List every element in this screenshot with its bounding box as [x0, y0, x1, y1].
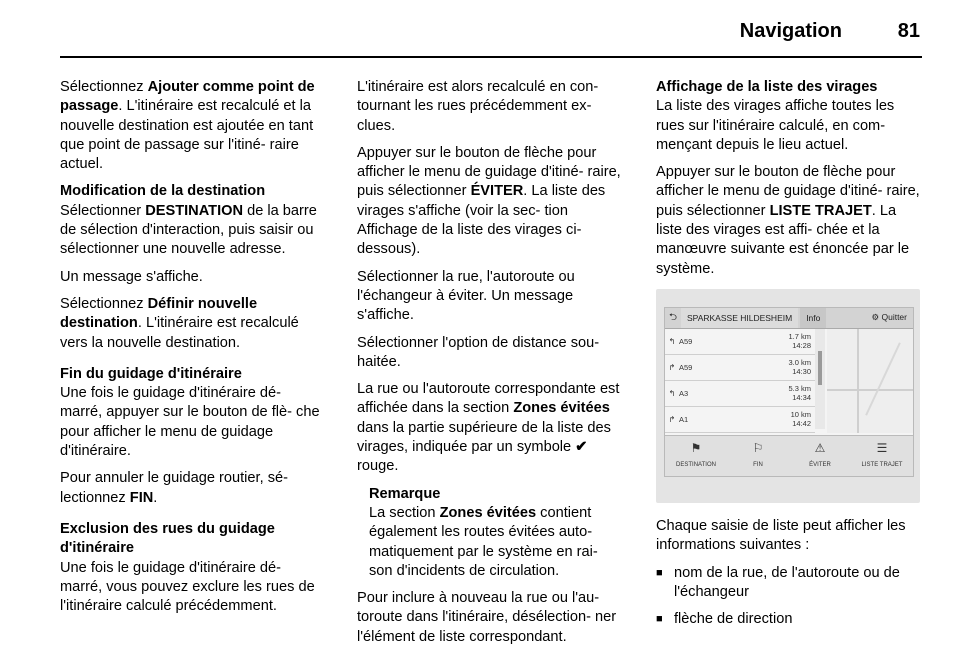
screen: [664, 307, 914, 477]
distance: 3.0 km: [788, 358, 811, 368]
turn-arrow-icon: ↱: [668, 362, 676, 372]
bold-term: Zones évitées: [439, 504, 537, 521]
paragraph: [357, 380, 625, 476]
road-name: A59: [679, 362, 693, 372]
route-list-button[interactable]: [851, 436, 913, 476]
text: La rue ou l'autoroute correspondante est affichée dans la section: [357, 381, 620, 417]
text: de la barre de sélection d'interaction, puis saisir ou sélectionner une nouvelle adresse.: [60, 202, 317, 258]
note-box: [369, 485, 625, 581]
distance-time: [788, 384, 815, 402]
turn-list-screenshot: [656, 289, 920, 503]
list-item[interactable]: [665, 407, 815, 433]
checkmark-icon: ✔: [575, 439, 588, 456]
turn-arrow-icon: ↰: [668, 336, 676, 346]
paragraph: Une fois le guidage d'itinéraire dé‐ marré, appuyer sur le bouton de flè‐ che pour afficher le menu de guidage d'itinéraire.: [60, 385, 320, 460]
turn-list: [665, 329, 815, 433]
text: Sélectionnez: [60, 79, 148, 95]
distance: 5.3 km: [788, 384, 811, 394]
screen-toolbar: [665, 308, 913, 329]
time: 14:30: [792, 367, 811, 377]
note-title: Remarque: [369, 485, 441, 502]
destination-button[interactable]: [665, 436, 727, 476]
button-label: FIN: [753, 461, 763, 468]
distance-time: [788, 332, 815, 350]
end-button[interactable]: [727, 436, 789, 476]
distance: 10 km: [790, 410, 811, 420]
bold-term: Zones évitées: [513, 400, 610, 417]
map-road: [827, 389, 913, 391]
flag-icon: ⚑: [690, 440, 702, 455]
distance-time: [791, 410, 815, 428]
section-heading: Modification de la destination: [60, 183, 266, 200]
text: dans la partie supérieure de la liste des virages, indiquée par un symbole: [357, 419, 611, 456]
text: La section: [369, 504, 440, 521]
map-preview: [827, 329, 913, 433]
paragraph: La liste des virages affiche toutes les rues sur l'itinéraire calculé, en com‐ mençant depuis le lieu actuel.: [656, 98, 895, 153]
interaction-bar: [665, 435, 913, 476]
page-header: [0, 0, 960, 56]
text: Sélectionner: [60, 202, 146, 219]
bold-term: ÉVITER: [470, 183, 524, 200]
bullet-list: [656, 564, 924, 630]
scrollbar-thumb[interactable]: [818, 351, 822, 385]
text: rouge.: [357, 458, 399, 475]
quit-button[interactable]: [872, 308, 914, 327]
paragraph: L'itinéraire est alors recalculé en con‐ tournant les rues précédemment ex‐ clues.: [357, 79, 599, 134]
header-rule: [60, 56, 922, 58]
text: Pour annuler le guidage routier, sé‐ lectionnez: [60, 470, 288, 506]
warning-icon: ⚠: [814, 440, 826, 455]
bold-term: LISTE TRAJET: [769, 202, 872, 219]
bold-term: DESTINATION: [145, 202, 244, 219]
paragraph: Une fois le guidage d'itinéraire dé‐ marré, vous pouvez exclure les rues de l'itinéraire calculé précédemment.: [60, 559, 315, 615]
column-2: [357, 78, 625, 655]
button-label: LISTE TRAJET: [861, 461, 903, 468]
bold-term: Ajouter comme point de passage: [60, 79, 315, 115]
scrollbar[interactable]: [815, 329, 825, 429]
time: 14:34: [792, 393, 811, 403]
paragraph: Sélectionner l'option de distance sou‐ haitée.: [357, 334, 600, 370]
turn-arrow-icon: ↰: [668, 388, 676, 398]
paragraph: [60, 469, 326, 508]
map-road: [865, 342, 901, 415]
text: Sélectionnez: [60, 295, 148, 312]
list-item[interactable]: [665, 329, 815, 355]
bold-term: FIN: [129, 489, 154, 506]
destination-label: SPARKASSE HILDESHEIM: [681, 308, 798, 328]
paragraph: Chaque saisie de liste peut afficher les informations suivantes :: [656, 517, 906, 554]
text: . L'itinéraire est recalculé vers la nouvelle destination.: [60, 315, 299, 351]
list-item: ■ flèche de direction: [656, 610, 924, 629]
button-label: ÉVITER: [809, 461, 831, 468]
paragraph: Pour inclure à nouveau la rue ou l'au‐ toroute dans l'itinéraire, désélection‐ ner l'élément de liste correspondant.: [357, 590, 617, 645]
paragraph: [357, 144, 625, 260]
page-number: 81: [897, 20, 920, 42]
list-item[interactable]: [665, 381, 815, 407]
road-name: A3: [679, 388, 689, 398]
paragraph: [60, 202, 326, 260]
text: . La liste des virages s'affiche (voir la sec‐ tion Affichage de la liste des virages ci-dessous).: [357, 183, 606, 258]
paragraph: [60, 78, 326, 174]
section-heading: Affichage de la liste des virages: [656, 79, 878, 95]
note-text: [369, 504, 625, 581]
finish-flag-icon: ⚐: [752, 440, 764, 455]
road-name: A59: [679, 336, 693, 346]
map-road: [857, 329, 859, 433]
distance: 1.7 km: [788, 332, 811, 342]
paragraph: [656, 163, 924, 279]
distance-time: [788, 358, 815, 376]
text: contient également les routes évitées auto‐ matiquement par le système en rai‐ son d'incidents de circulation.: [369, 504, 598, 579]
page-title: Navigation: [739, 20, 842, 42]
text: . L'itinéraire est recalculé et la nouvelle destination est ajoutée en tant que point de passage sur l'itiné‐ raire actuel.: [60, 98, 314, 173]
avoid-button[interactable]: [789, 436, 851, 476]
paragraph: Sélectionner la rue, l'autoroute ou l'échangeur à éviter. Un message s'affiche.: [357, 268, 575, 324]
column-1: [60, 78, 326, 624]
section-heading: Fin du guidage d'itinéraire: [60, 365, 242, 382]
bold-term: Définir nouvelle destination: [60, 295, 258, 332]
info-tab[interactable]: Info: [800, 308, 826, 328]
list-item[interactable]: [665, 355, 815, 381]
quit-label: Quitter: [881, 312, 907, 323]
section-heading: Exclusion des rues du guidage d'itinéraire: [60, 520, 275, 557]
paragraph: Un message s'affiche.: [60, 268, 203, 285]
button-label: DESTINATION: [676, 461, 716, 468]
column-3: [656, 78, 924, 637]
gear-icon: ⚙: [871, 312, 882, 323]
list-item: ■ nom de la rue, de l'autoroute ou de l'échangeur: [656, 564, 924, 603]
list-icon: ☰: [876, 440, 888, 455]
text: Appuyer sur le bouton de flèche pour afficher le menu de guidage d'itiné‐ raire, puis sélectionner: [656, 164, 920, 219]
paragraph: [60, 295, 326, 353]
time: 14:42: [792, 419, 811, 429]
text: . La liste des virages est affi‐ chée et la manœuvre suivante est énoncée par le système.: [656, 202, 910, 277]
text: Appuyer sur le bouton de flèche pour afficher le menu de guidage d'itiné‐ raire, puis sélectionner: [357, 144, 621, 200]
turn-arrow-icon: ↱: [668, 414, 676, 424]
road-name: A1: [679, 414, 689, 424]
text: .: [153, 489, 158, 506]
time: 14:28: [792, 341, 811, 351]
back-arrow-icon[interactable]: ⮌: [668, 312, 677, 324]
